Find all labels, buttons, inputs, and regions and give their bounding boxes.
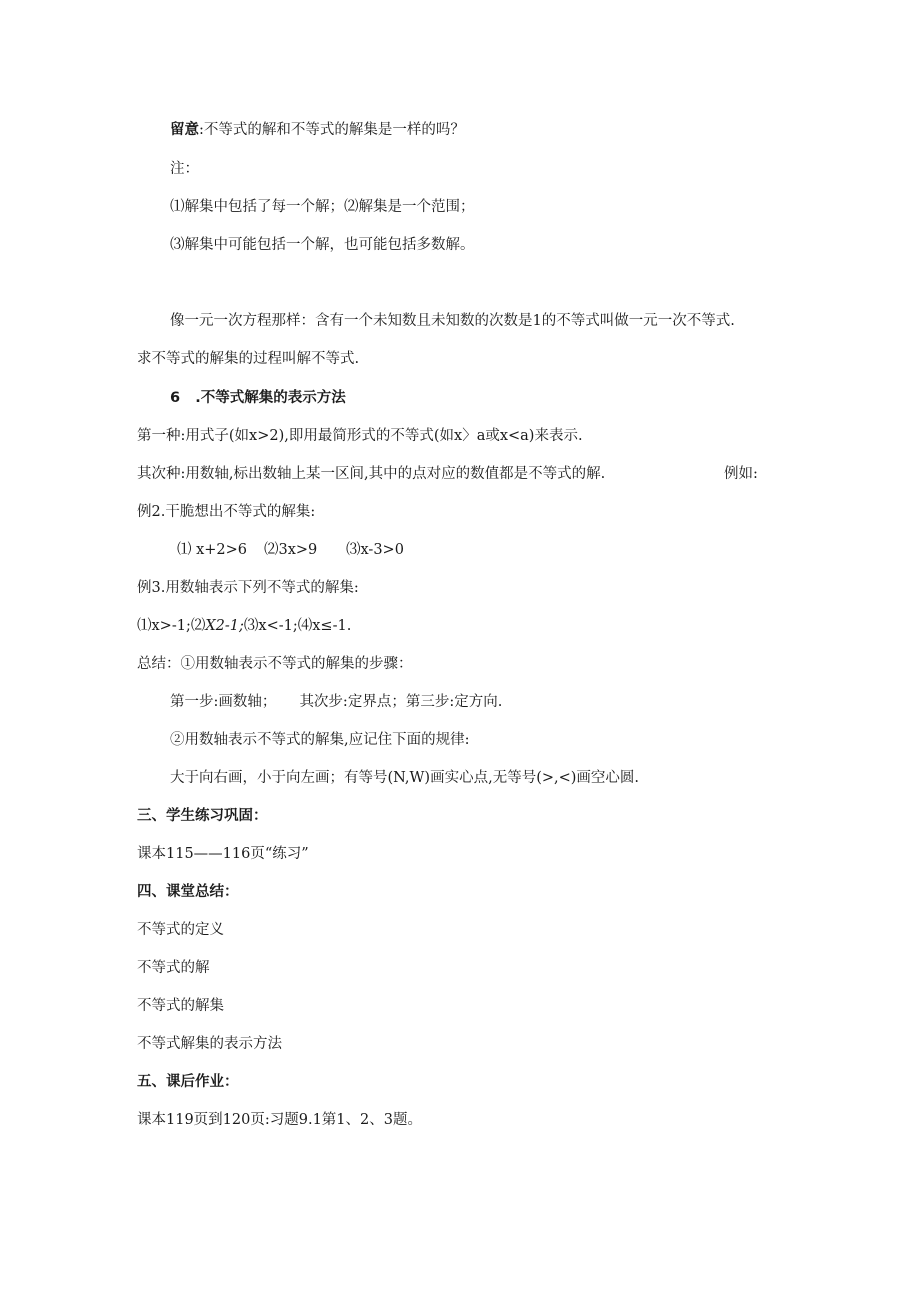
note-label: 留意 [170, 122, 199, 138]
summary-rule: 大于向右画，小于向左画；有等号(N,W)画实心点,无等号(>,<)画空心圆. [170, 770, 640, 786]
summary-item-1: 不等式的定义 [137, 922, 224, 938]
zhu-label: 注： [170, 161, 199, 177]
example-3-line [137, 616, 351, 636]
example-2-item-1: ⑴ x+2>6 [177, 542, 248, 558]
note-line [170, 120, 465, 140]
example-2-title: 例2.干脆想出不等式的解集: [137, 504, 316, 520]
method-1: 第一种:用式子(如x>2),即用最简形式的不等式(如x〉a或x<a)来表示. [137, 428, 583, 444]
note-text: :不等式的解和不等式的解集是一样的吗？ [199, 122, 465, 138]
section-4-heading: 四、课堂总结： [137, 884, 239, 900]
summary-item-3: 不等式的解集 [137, 998, 224, 1014]
example-word: 例如: [724, 466, 758, 482]
point-3: ⑶解集中可能包括一个解，也可能包括多数解。 [170, 237, 475, 253]
definition-line-2: 求不等式的解集的过程叫解不等式. [137, 351, 360, 367]
section-6-number: 6 [170, 390, 181, 406]
summary-step-1: 第一步:画数轴； [170, 694, 277, 710]
section-3-text: 课本115——116页“练习” [137, 846, 309, 862]
section-5-heading: 五、课后作业： [137, 1074, 239, 1090]
summary-steps [170, 692, 502, 712]
definition-line-1: 像一元一次方程那样：含有一个未知数且未知数的次数是1的不等式叫做一元一次不等式. [170, 313, 735, 329]
summary-step-2-3: 其次步:定界点；第三步:定方向. [299, 694, 503, 710]
section-3-heading: 三、学生练习巩固： [137, 808, 268, 824]
method-2: 其次种:用数轴,标出数轴上某一区间,其中的点对应的数值都是不等式的解. [137, 466, 606, 482]
example-3-part-c: ⑶x<-1;⑷x≤-1. [243, 618, 352, 634]
summary-rule-title: ②用数轴表示不等式的解集,应记住下面的规律: [170, 732, 470, 748]
example-2-item-3: ⑶x-3>0 [346, 542, 404, 558]
example-3-title: 例3.用数轴表示下列不等式的解集: [137, 580, 359, 596]
summary-item-2: 不等式的解 [137, 960, 210, 976]
point-1-2: ⑴解集中包括了每一个解；⑵解集是一个范围； [170, 199, 475, 215]
section-5-text: 课本119页到120页:习题9.1第1、2、3题。 [137, 1112, 422, 1128]
summary-title: 总结：①用数轴表示不等式的解集的步骤： [137, 656, 413, 672]
section-6-title: .不等式解集的表示方法 [195, 390, 346, 406]
example-3-part-a: ⑴x>-1;⑵ [137, 618, 206, 634]
example-2-item-2: ⑵3x>9 [264, 542, 318, 558]
example-3-part-b: X2-1; [205, 618, 244, 634]
section-6-heading [170, 388, 346, 408]
summary-item-4: 不等式解集的表示方法 [137, 1036, 282, 1052]
